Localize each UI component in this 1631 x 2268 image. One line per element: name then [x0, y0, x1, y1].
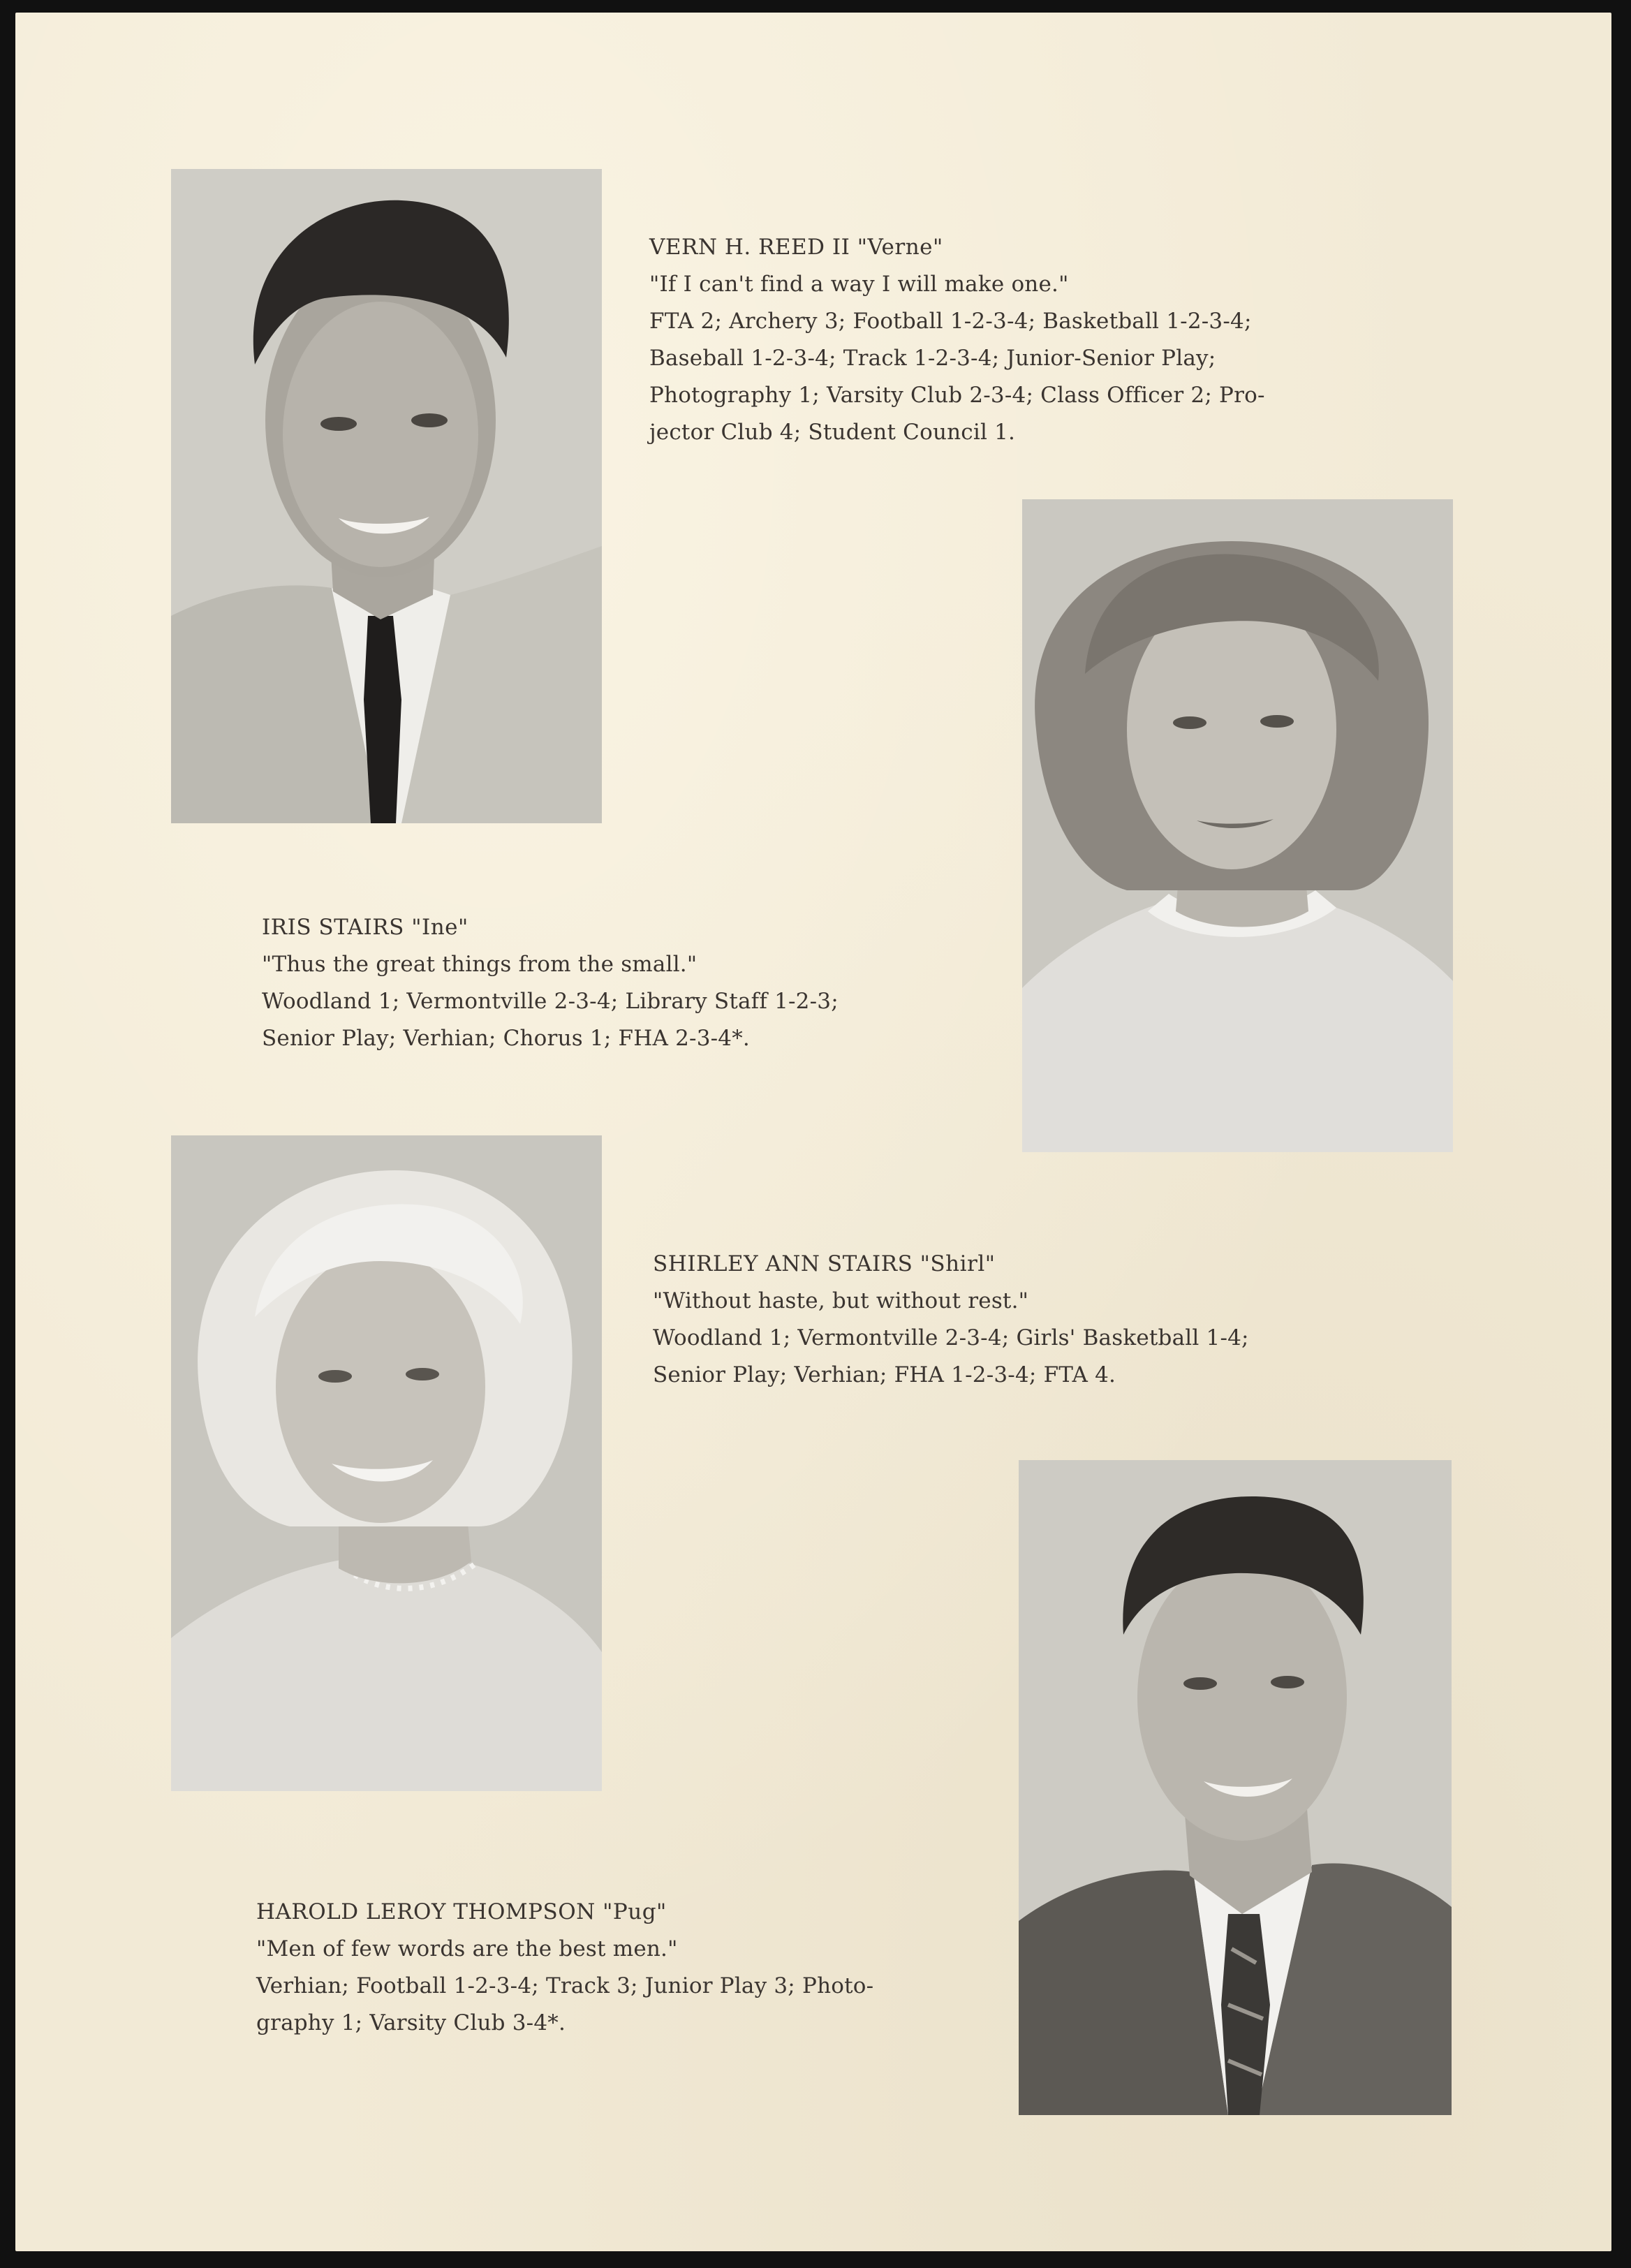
portrait-photo-harold-thompson: [1019, 1460, 1452, 2115]
portrait-photo-vern-reed: [171, 169, 602, 823]
student-activities-line: Woodland 1; Vermontville 2-3-4; Girls' Basketball 1-4;: [653, 1325, 1249, 1350]
student-activities-line: graphy 1; Varsity Club 3-4*.: [256, 2010, 566, 2035]
student-entry-harold-thompson: [256, 1894, 873, 2042]
student-name: IRIS STAIRS "Ine": [262, 915, 468, 940]
student-entry-shirley-stairs: [653, 1246, 1249, 1394]
student-name: SHIRLEY ANN STAIRS "Shirl": [653, 1251, 996, 1276]
student-activities-line: Senior Play; Verhian; Chorus 1; FHA 2-3-4*.: [262, 1026, 750, 1051]
yearbook-page: [15, 13, 1611, 2251]
portrait-photo-iris-stairs: [1022, 499, 1453, 1152]
student-quote: "Without haste, but without rest.": [653, 1288, 1029, 1313]
student-quote: "If I can't find a way I will make one.": [649, 272, 1069, 297]
student-activities-line: Senior Play; Verhian; FHA 1-2-3-4; FTA 4.: [653, 1362, 1116, 1387]
student-activities-line: Photography 1; Varsity Club 2-3-4; Class Officer 2; Pro-: [649, 383, 1265, 408]
student-quote: "Men of few words are the best men.": [256, 1936, 678, 1961]
student-quote: "Thus the great things from the small.": [262, 952, 698, 977]
student-activities-line: Baseball 1-2-3-4; Track 1-2-3-4; Junior-Senior Play;: [649, 346, 1216, 371]
student-entry-iris-stairs: [262, 909, 839, 1057]
student-activities-line: FTA 2; Archery 3; Football 1-2-3-4; Basketball 1-2-3-4;: [649, 309, 1252, 334]
student-activities-line: Verhian; Football 1-2-3-4; Track 3; Junior Play 3; Photo-: [256, 1973, 874, 1998]
student-name: VERN H. REED II "Verne": [649, 235, 943, 260]
student-entry-vern-reed: [649, 229, 1265, 451]
portrait-photo-shirley-stairs: [171, 1135, 602, 1791]
student-activities-line: Woodland 1; Vermontville 2-3-4; Library Staff 1-2-3;: [262, 989, 839, 1014]
student-name: HAROLD LEROY THOMPSON "Pug": [256, 1899, 667, 1924]
student-activities-line: jector Club 4; Student Council 1.: [649, 420, 1016, 445]
